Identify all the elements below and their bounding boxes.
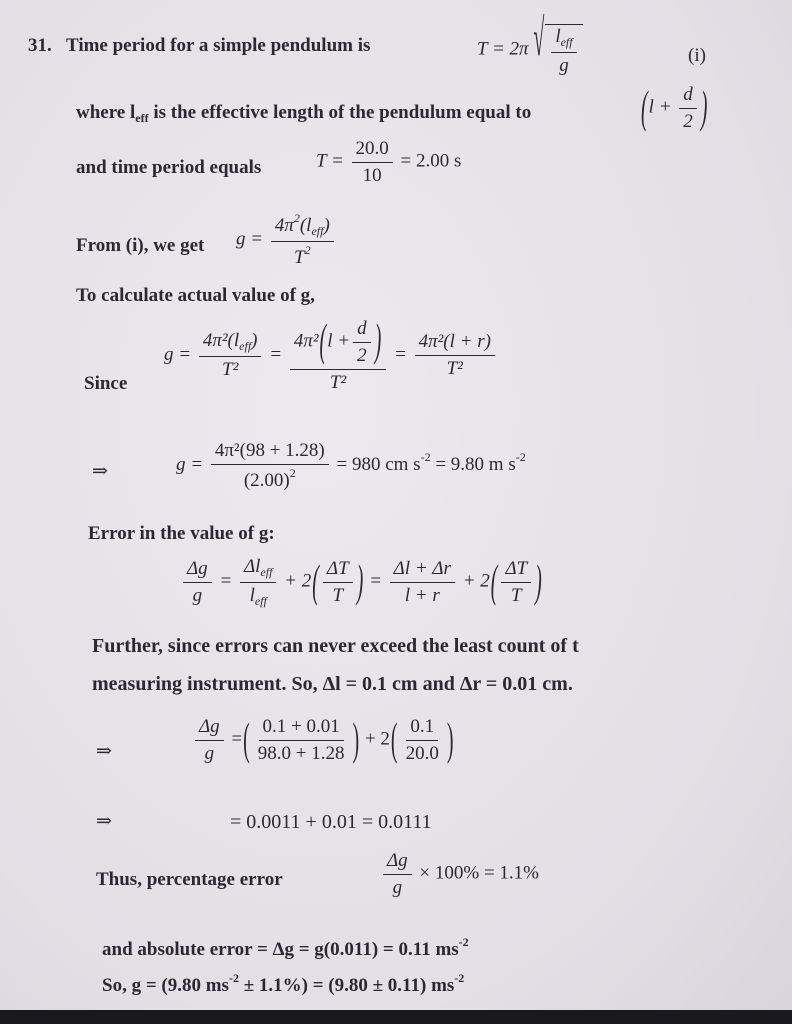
sqrt-fraction: $\frac{l_{eff}}{g}$ — [551, 26, 576, 77]
line14-formula: $\frac{\Delta g}{g}$ × 100% = 1.1% — [380, 850, 539, 899]
arrow-7: ⇒ — [92, 461, 108, 482]
line13-text: = 0.0011 + 0.01 = 0.0111 — [230, 811, 432, 833]
line6-formula: g = $\frac{4\pi^2(l_{eff})}{\text{T²}}$ = 4π²(l + $\frac{d}{2}$ ) T² = $\frac{\text{4π²(l + r)}}{\text{T²}}$ — [164, 318, 498, 394]
line16-text: So, g = (9.80 $ms^{-2} \pm 1.1\%) = (9.80 \pm 0.11)$ $ms^{-2}$ — [102, 971, 465, 996]
line15-text: and absolute error = Δg = g(0.011) = 0.11 $ms^{-2}$ — [102, 935, 469, 960]
line1-text: Time period for a simple pendulum is — [66, 35, 371, 56]
sqrt-sign: √ $\frac{l_{eff}}{g}$ — [533, 24, 582, 77]
problem-number: 31. — [28, 35, 52, 56]
line10-text: Further, since errors can never exceed the least count of t — [92, 635, 579, 657]
line1-formula — [477, 10, 583, 77]
line3-text: and time period equals — [76, 157, 262, 178]
since-label: Since — [84, 373, 128, 394]
line2-formula: (l + $\frac{d}{2}$ ) — [641, 83, 708, 134]
line8-text: Error in the value of g: — [88, 523, 275, 544]
line5-text: To calculate actual value of g, — [76, 285, 315, 306]
line3-formula: T = $\frac{20.0}{10}$ = 2.00 s — [316, 138, 462, 186]
line12-formula: $\frac{\Delta g}{g}$ =( $\frac{0.1 + 0.01}{98.0 + 1.28}$ ) + 2( $\frac{0.1}{20.0}$ ) — [192, 716, 455, 765]
line4-formula: g = $\frac{4\pi^2(l_{eff})}{T^2}$ — [236, 212, 337, 269]
line2-text: where $l_{eff}$ is the effective length of the pendulum equal to — [76, 102, 532, 125]
line4-text: From (i), we get — [76, 235, 205, 256]
line7-formula: g = $\frac{\text{4π²(98 + 1.28)}}{(2.00)^2}$ = 980 cm $s^{-2} = 9.80$ m $s^{-2}$ — [176, 440, 526, 491]
line11-text: measuring instrument. So, Δl = 0.1 cm and Δr = 0.01 cm. — [92, 673, 573, 695]
arrow-12: ⇒ — [96, 741, 112, 762]
line14-text: Thus, percentage error — [96, 869, 283, 890]
equation-label: (i) — [688, 45, 706, 66]
arrow-13: ⇒ — [96, 811, 112, 832]
line1-lhs: T = 2π — [477, 38, 529, 60]
bottom-edge — [0, 1010, 792, 1024]
line9-formula: $\frac{\Delta g}{g}$ = $\frac{\Delta l_{eff}}{l_{eff}}$ + 2( $\frac{\Delta T}{T}$ ) = $\frac{\Delta l + \Delta r}{l + r}$ + 2( $\frac{\Delta T}{T}$ ) — [180, 556, 543, 609]
